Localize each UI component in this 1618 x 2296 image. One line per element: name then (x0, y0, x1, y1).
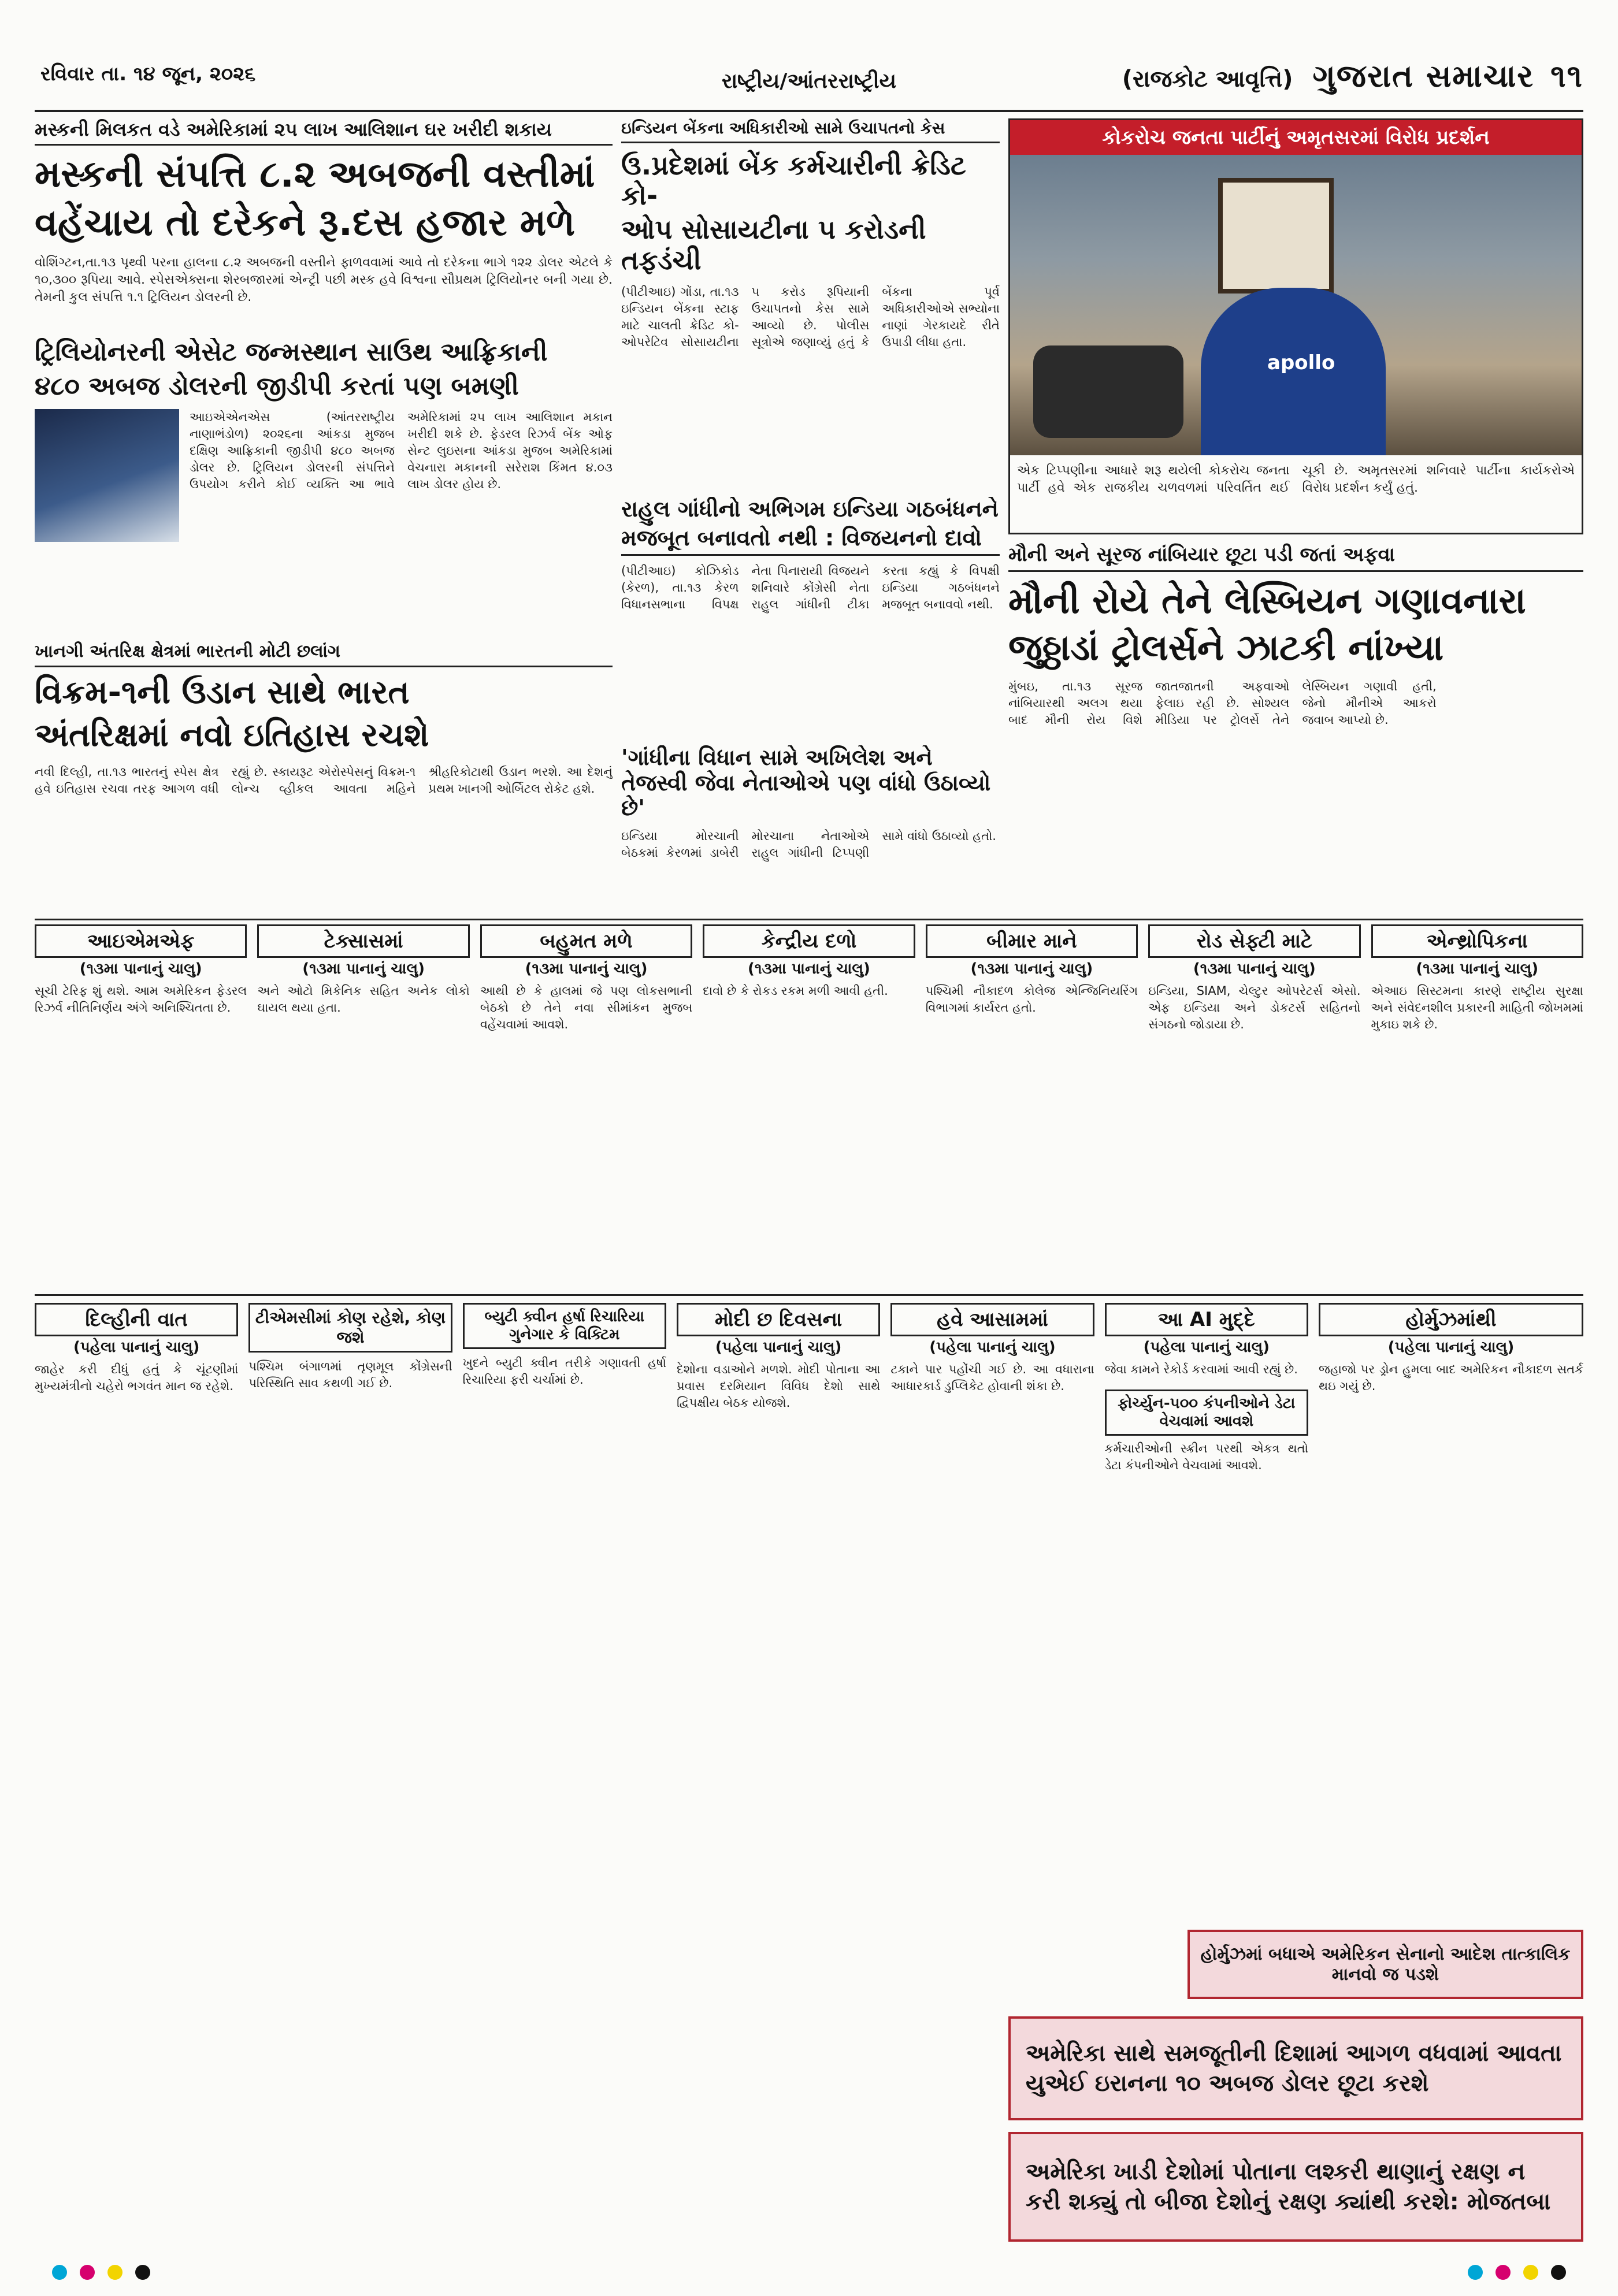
color-swatches-right (1468, 2265, 1566, 2280)
uae-box (1008, 2016, 1583, 2120)
vikram-story (35, 641, 613, 913)
musk-headline-line1: મસ્કની સંપત્તિ ૮.૨ અબજની વસ્તીમાં (35, 153, 595, 196)
lower-modi (677, 1303, 880, 1881)
black-swatch (135, 2265, 150, 2280)
cyan-swatch (1468, 2265, 1483, 2280)
lower-title: મોદી છ દિવસના (677, 1303, 880, 1336)
mouni-headline (1008, 580, 1583, 668)
lower-tmc (248, 1303, 452, 1881)
quote-headline: 'ગાંધીના વિધાન સામે અખિલેશ અને તેજસ્વી જેવા નેતાઓએ પણ વાંધો ઉઠાવ્યો છે' (621, 745, 991, 821)
lower-body: પશ્ચિમ બંગાળમાં તૃણમૂલ કોંગ્રેસની પરિસ્થિતિ સાવ કથળી ગઈ છે. (248, 1359, 452, 1390)
contd-from: (૧૩મા પાનાનું ચાલુ) (1416, 960, 1539, 978)
top-rule (35, 110, 1583, 112)
lower-body: ટકાને પાર પહોંચી ગઈ છે. આ વધારાના આધારકાર્ડ ડુપ્લિકેટ હોવાની શંકા છે. (890, 1362, 1094, 1393)
contd-body: સૂચી ટેરિફ શું થશે. આમ અમેરિકન ફેડરલ રિઝર્વ નીતિનિર્ણય અંગે અનિશ્ચિતતા છે. (35, 984, 247, 1015)
contd-imf (35, 924, 247, 1288)
lower-body: ખુદને બ્યુટી ક્વીન તરીકે ગણાવતી હર્ષા રિચારિયા ફરી ચર્ચામાં છે. (462, 1356, 666, 1387)
musk-sub-body: આઇએએનએસ (આંતરરાષ્ટ્રીય નાણાભંડોળ) ૨૦૨૬ના આંકડા મુજબ દક્ષિણ આફ્રિકાની જીડીપી ૪૮૦ અબજ ડોલર છે. ટ્રિલિયન ડોલરની સંપત્તિને ઉપયોગ કરીને કોઈ વ્યક્તિ આ ભાવે અમેરિકામાં ૨૫ લાખ આલિશાન મકાન ખરીદી શકે છે. ફેડરલ રિઝર્વ બેંક ઓફ સેન્ટ લુઇસના આંકડા મુજબ અમેરિકામાં વેચનારા મકાનની સરેરાશ કિંમત ૪.૦૩ લાખ ડોલર હોય છે. (190, 410, 613, 492)
lower-title: બ્યુટી ક્વીન હર્ષા રિચારિયા ગુનેગાર કે વિક્ટિમ (463, 1303, 666, 1349)
contd-body: આથી છે કે હાલમાં જે પણ લોકસભાની બેઠકો છે તેને નવા સીમાંકન મુજબ વહેંચવામાં આવશે. (480, 984, 693, 1031)
cyan-swatch (52, 2265, 67, 2280)
vikram-headline (35, 674, 613, 755)
magenta-swatch (1495, 2265, 1511, 2280)
bank-story (621, 118, 1000, 436)
rahul-body: (પીટીઆઇ) કોઝિકોડ (કેરળ), તા.૧૩ કેરળ વિધાનસભાના વિપક્ષ નેતા પિનારાયી વિજયને શનિવારે કોંગ્રેસી નેતા રાહુલ ગાંધીની ટીકા કરતા કહ્યું કે વિપક્ષી ઇન્ડિયા ગઠબંધનને મજબૂત બનાવવો નથી. (621, 564, 1000, 612)
contd-anthropic (1371, 924, 1583, 1288)
mid-rule (35, 919, 1583, 920)
mouni-kicker: મૌની અને સૂરજ નાંબિયાર છૂટા પડી જતાં અફવા (1008, 543, 1583, 572)
color-swatches-left (52, 2265, 150, 2280)
black-swatch (1551, 2265, 1566, 2280)
section-title: રાષ્ટ્રીય/આંતરરાષ્ટ્રીય (721, 69, 897, 93)
contd-title: આઇએમએફ (35, 924, 247, 958)
contd-body: અને ઓટો મિકેનિક સહિત અનેક લોકો ઘાયલ થયા હતા. (257, 984, 470, 1015)
contd-title: રોડ સેફ્ટી માટે (1148, 924, 1360, 958)
lower-rule (35, 1294, 1583, 1296)
musk-sub-story (35, 338, 613, 638)
contd-from: (૧૩મા પાનાનું ચાલુ) (525, 960, 648, 978)
lower-from: (પહેલા પાનાનું ચાલુ) (929, 1339, 1056, 1356)
lower-row (35, 1303, 1583, 1881)
contd-forces (703, 924, 915, 1288)
bank-body: (પીટીઆઇ) ગોંડા, તા.૧૩ ઇન્ડિયન બેંકના સ્ટાફ માટે ચાલતી ક્રેડિટ કો-ઓપરેટિવ સોસાયટીના ૫ કરોડ રૂપિયાની ઉચાપતનો કેસ સામે આવ્યો છે. પોલીસ સૂત્રોએ જણાવ્યું હતું કે બેંકના પૂર્વ અધિકારીઓએ સભ્યોના નાણાં ગેરકાયદે રીતે ઉપાડી લીધા હતા. (621, 285, 1000, 350)
contd-from: (૧૩મા પાનાનું ચાલુ) (79, 960, 202, 978)
fortune-500-title: ફોર્ચ્યુન-૫૦૦ કંપનીઓને ડેટા વેચવામાં આવશે (1105, 1390, 1308, 1436)
continued-row (35, 924, 1583, 1288)
mouni-headline-line1: મૌની રોયે તેને લેસ્બિયન ગણાવનારા (1008, 579, 1526, 622)
lower-title: હોર્મુઝમાંથી (1319, 1303, 1583, 1336)
magenta-swatch (80, 2265, 95, 2280)
bank-headline-line2: ઓપ સોસાયટીના ૫ કરોડની તફડંચી (621, 214, 926, 276)
contd-title: કેન્દ્રીય દળો (703, 924, 915, 958)
yellow-swatch (107, 2265, 123, 2280)
contd-from: (૧૩મા પાનાનું ચાલુ) (748, 960, 870, 978)
microphones (1033, 345, 1183, 438)
mouni-headline-line2: જુઠ્ઠાડાં ટ્રોલર્સને ઝાટકી નાંખ્યા (1008, 626, 1444, 669)
contd-body: એઆઇ સિસ્ટમના કારણે રાષ્ટ્રીય સુરક્ષા અને સંવેદનશીલ પ્રકારની માહિતી જોખમમાં મુકાઇ શકે છે. (1371, 984, 1583, 1031)
cockroach-title: કોકરોચ જનતા પાર્ટીનું અમૃતસરમાં વિરોધ પ્રદર્શન (1010, 120, 1582, 155)
contd-body: ઇન્ડિયા, SIAM, ચેલ્ટુર ઓપરેટર્સ એસો. એફ ઇન્ડિયા અને ડોકટર્સ સહિતનો સંગઠનો જોડાયા છે. (1148, 984, 1361, 1031)
lower-ai (1105, 1303, 1308, 1881)
portrait-frame (1218, 178, 1334, 293)
issue-date: રવિવાર તા. ૧૪ જૂન, ૨૦૨૬ (40, 62, 256, 86)
lower-hormuz (1319, 1303, 1583, 1881)
contd-road-safety (1148, 924, 1360, 1288)
lower-title: હવે આસામમાં (890, 1303, 1094, 1336)
contd-from: (૧૩મા પાનાનું ચાલુ) (302, 960, 425, 978)
contd-title: એન્થ્રોપિકના (1371, 924, 1583, 958)
musk-sub-line1: ટ્રિલિયોનરની એસેટ જન્મસ્થાન સાઉથ આફ્રિકાની (35, 338, 548, 367)
contd-texas (257, 924, 469, 1288)
contd-title: બીમાર માને (926, 924, 1138, 958)
cockroach-story (1008, 118, 1583, 534)
bank-headline (621, 150, 1000, 276)
quote-story (621, 745, 1000, 913)
lower-body: દેશોના વડાઓને મળશે. મોદી પોતાના આ પ્રવાસ દરમિયાન વિવિધ દેશો સાથે દ્વિપક્ષીય બેઠક યોજશે. (676, 1362, 881, 1410)
bank-kicker: ઇન્ડિયન બેંકના અધિકારીઓ સામે ઉચાપતનો કેસ (621, 118, 1000, 143)
protest-photo (1010, 155, 1582, 455)
contd-sick-mother (926, 924, 1138, 1288)
yellow-swatch (1523, 2265, 1538, 2280)
jersey-logo: apollo (1267, 351, 1335, 374)
musk-sub-headline (35, 338, 613, 401)
musk-headline (35, 154, 613, 244)
lower-title: દિલ્હીની વાત (35, 1303, 238, 1336)
edition-label: (રાજકોટ આવૃત્તિ) (1122, 66, 1293, 92)
rahul-headline-line2: મજબૂત બનાવતો નથી : વિજયનનો દાવો (621, 525, 982, 551)
vikram-body: નવી દિલ્હી, તા.૧૩ ભારતનું સ્પેસ ક્ષેત્ર હવે ઇતિહાસ રચવા તરફ આગળ વધી રહ્યું છે. સ્કાયરૂટ એરોસ્પેસનું વિક્રમ-૧ લોન્ચ વ્હીકલ આવતા મહિને શ્રીહરિકોટાથી ઉડાન ભરશે. આ દેશનું પ્રથમ ખાનગી ઓર્બિટલ રોકેટ હશે. (35, 764, 613, 796)
lower-title: આ AI મુદ્દે (1105, 1303, 1308, 1336)
vikram-headline-line1: વિક્રમ-૧ની ઉડાન સાથે ભારત (35, 674, 410, 711)
masthead-paper (1122, 58, 1583, 95)
rocket-photo (35, 409, 179, 542)
lower-from: (પહેલા પાનાનું ચાલુ) (1387, 1339, 1515, 1356)
lower-body: જહાજો પર ડ્રોન હુમલા બાદ અમેરિકન નૌકાદળ સતર્ક થઇ ગયું છે. (1318, 1362, 1583, 1393)
mouni-story (1008, 543, 1583, 913)
vikram-kicker: ખાનગી અંતરિક્ષ ક્ષેત્રમાં ભારતની મોટી છલાંગ (35, 641, 613, 667)
fortune-500-body: કર્મચારીઓની સ્ક્રીન પરથી એકત્ર થતો ડેટા કંપનીઓને વેચવામાં આવશે. (1104, 1441, 1308, 1472)
page-number: ૧૧ (1550, 58, 1583, 94)
lower-delhi (35, 1303, 238, 1881)
contd-majority (480, 924, 692, 1288)
contd-from: (૧૩મા પાનાનું ચાલુ) (1193, 960, 1316, 978)
contd-title: બહુમત મળે (480, 924, 692, 958)
musk-body: વોશિંગ્ટન,તા.૧૩ પૃથ્વી પરના હાલના ૮.૨ અબજની વસ્તીને ફાળવવામાં આવે તો દરેકના ભાગે ૧૨૨ ડોલર એટલે કે ૧૦,૩૦૦ રૂપિયા આવે. સ્પેસએક્સના શેરબજારમાં એન્ટ્રી પછી મસ્ક હવે વિશ્વના સૌપ્રથમ ટ્રિલિયોનર બની ગયા છે. તેમની કુલ સંપત્તિ ૧.૧ ટ્રિલિયન ડોલરની છે. (35, 255, 613, 305)
contd-body: પશ્ચિમી નૌકાદળ કોલેજ એન્જિનિયરિંગ વિભાગમાં કાર્યરત હતો. (925, 984, 1138, 1015)
hormuz-box-text: હોર્મુઝમાં બધાએ અમેરિકન સેનાનો આદેશ તાત્કાલિક માનવો જ પડશે (1200, 1944, 1571, 1985)
cockroach-caption: એક ટિપ્પણીના આધારે શરૂ થયેલી કોકરોચ જનતા પાર્ટી હવે એક રાજકીય ચળવળમાં પરિવર્તિત થઈ ચૂકી છે. અમૃતસરમાં શનિવારે પાર્ટીના કાર્યકરોએ વિરોધ પ્રદર્શન કર્યું હતું. (1017, 463, 1575, 496)
rahul-headline-line1: રાહુલ ગાંધીનો અભિગમ ઇન્ડિયા ગઠબંધનને (621, 497, 999, 522)
lower-from: (પહેલા પાનાનું ચાલુ) (715, 1339, 842, 1356)
lower-beauty-queen (463, 1303, 666, 1881)
hormuz-box (1187, 1930, 1583, 1999)
uae-box-text: અમેરિકા સાથે સમજૂતીની દિશામાં આગળ વધવામાં આવતા યુએઈ ઇરાનના ૧૦ અબજ ડોલર છૂટા કરશે (1026, 2040, 1562, 2097)
mojtaba-box-text: અમેરિકા ખાડી દેશોમાં પોતાના લશ્કરી થાણાનું રક્ષણ ન કરી શક્યું તો બીજા દેશોનું રક્ષણ ક્યાંથી કરશે: મોજતબા (1026, 2158, 1551, 2215)
lower-body: જેવા કામને રેકોર્ડ કરવામાં આવી રહ્યું છે. (1104, 1362, 1298, 1376)
musk-sub-line2: ૪૮૦ અબજ ડોલરની જીડીપી કરતાં પણ બમણી (35, 371, 519, 401)
contd-body: દાવો છે કે રોકડ રકમ મળી આવી હતી. (703, 984, 888, 998)
contd-from: (૧૩મા પાનાનું ચાલુ) (970, 960, 1093, 978)
lower-from: (પહેલા પાનાનું ચાલુ) (73, 1339, 200, 1356)
lower-title: ટીએમસીમાં કોણ રહેશે, કોણ જશે (248, 1303, 452, 1353)
musk-kicker: મસ્કની મિલકત વડે અમેરિકામાં ૨૫ લાખ આલિશાન ઘર ખરીદી શકાય (35, 118, 613, 146)
bank-headline-line1: ઉ.પ્રદેશમાં બેંક કર્મચારીની ક્રેડિટ કો- (621, 149, 966, 211)
contd-title: ટેક્સાસમાં (257, 924, 469, 958)
quote-body: ઇન્ડિયા મોરચાની બેઠકમાં કેરળમાં ડાબેરી મોરચાના નેતાઓએ રાહુલ ગાંધીની ટિપ્પણી સામે વાંધો ઉઠાવ્યો હતો. (621, 829, 996, 860)
lower-from: (પહેલા પાનાનું ચાલુ) (1143, 1339, 1270, 1356)
vikram-headline-line2: અંતરિક્ષમાં નવો ઇતિહાસ રચશે (35, 716, 429, 755)
paper-name: ગુજરાત સમાચાર (1312, 58, 1535, 94)
mouni-body: મુંબઇ, તા.૧૩ સૂરજ નાંબિયારથી અલગ થયા બાદ મૌની રોય વિશે જાતજાતની અફવાઓ ફેલાઇ રહી છે. સોશ્યલ મીડિયા પર ટ્રોલર્સે તેને લેસ્બિયન ગણાવી હતી, જેનો મૌનીએ આકરો જવાબ આપ્યો છે. (1008, 679, 1437, 727)
protester-figure (1201, 288, 1386, 455)
musk-headline-line2: વહેંચાય તો દરેકને રૂ.દસ હજાર મળે (35, 201, 576, 244)
rahul-story (621, 497, 1000, 740)
rahul-headline (621, 497, 1000, 556)
mojtaba-box (1008, 2132, 1583, 2242)
lower-assam (890, 1303, 1094, 1881)
lower-body: જાહેર કરી દીધું હતું કે ચૂંટણીમાં મુખ્યમંત્રીનો ચહેરો ભગવંત માન જ રહેશે. (35, 1362, 239, 1393)
